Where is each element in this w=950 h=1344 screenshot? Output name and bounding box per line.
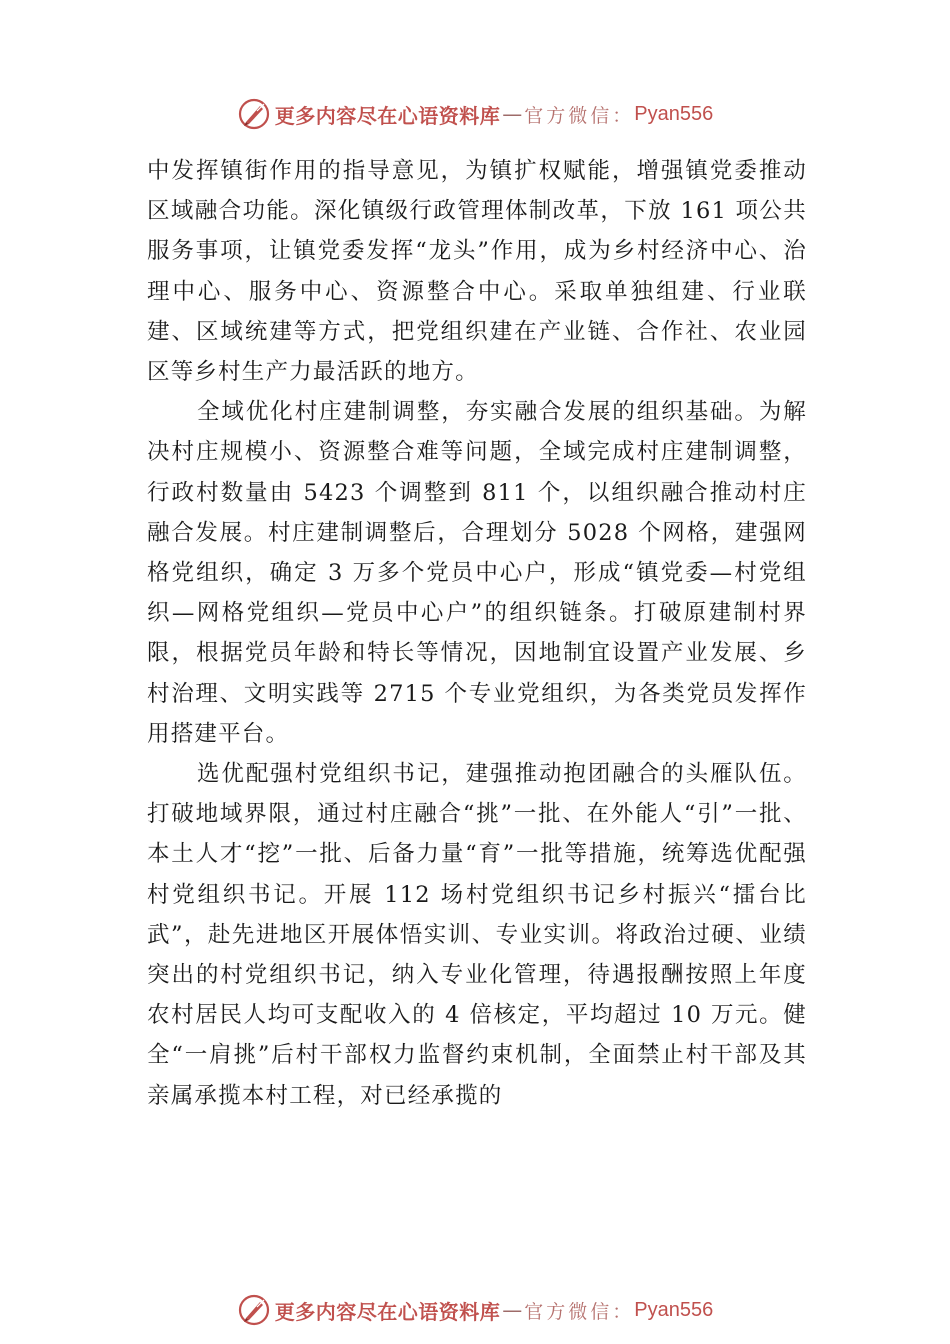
paragraph-3: 选优配强村党组织书记，建强推动抱团融合的头雁队伍。打破地域界限，通过村庄融合“挑”一批、在外能人“引”一批、本土人才“挖”一批、后备力量“育”一批等措施，统筹选优配强村党组织书记。开展 112 场村党组织书记乡村振兴“擂台比武”，赴先进地区开展体悟实训、专业实训。将政治过硬、业绩突出的村党组织书记，纳入专业化管理，待遇报酬按照上年度农村居民人均可支配收入的 4 倍核定，平均超过 10 万元。健全“一肩挑”后村干部权力监督约束机制，全面禁止村干部及其亲属承揽本村工程，对已经承揽的 bbox=[147, 761, 807, 1109]
header-watermark bbox=[0, 94, 950, 134]
footer-wechat-label: 官方微信： bbox=[524, 1300, 635, 1323]
footer-wechat-account: Pyan556 bbox=[634, 1298, 714, 1321]
document-body bbox=[147, 151, 807, 1116]
header-brand-text: 更多内容尽在心语资料库 bbox=[274, 103, 501, 128]
header-wechat-label: 官方微信： bbox=[524, 104, 635, 127]
paragraph-1: 中发挥镇街作用的指导意见，为镇扩权赋能，增强镇党委推动区域融合功能。深化镇级行政管理体制改革，下放 161 项公共服务事项，让镇党委发挥“龙头”作用，成为乡村经济中心、治理中心、服务中心、资源整合中心。采取单独组建、行业联建、区域统建等方式，把党组织建在产业链、合作社、农业园区等乡村生产力最活跃的地方。 bbox=[147, 158, 807, 386]
header-wechat-account: Pyan556 bbox=[634, 102, 714, 125]
footer-watermark bbox=[0, 1290, 950, 1330]
pen-quill-logo-icon bbox=[237, 97, 271, 131]
footer-separator: — bbox=[502, 1298, 523, 1322]
header-separator: — bbox=[502, 102, 523, 126]
footer-brand-text: 更多内容尽在心语资料库 bbox=[274, 1299, 501, 1324]
paragraph-2: 全域优化村庄建制调整，夯实融合发展的组织基础。为解决村庄规模小、资源整合难等问题，全域完成村庄建制调整，行政村数量由 5423 个调整到 811 个，以组织融合推动村庄融合发展。村庄建制调整后，合理划分 5028 个网格，建强网格党组织，确定 3 万多个党员中心户，形成“镇党委—村党组织—网格党组织—党员中心户”的组织链条。打破原建制村界限，根据党员年龄和特长等情况，因地制宜设置产业发展、乡村治理、文明实践等 2715 个专业党组织，为各类党员发挥作用搭建平台。 bbox=[147, 399, 807, 747]
pen-quill-logo-icon bbox=[237, 1293, 271, 1327]
